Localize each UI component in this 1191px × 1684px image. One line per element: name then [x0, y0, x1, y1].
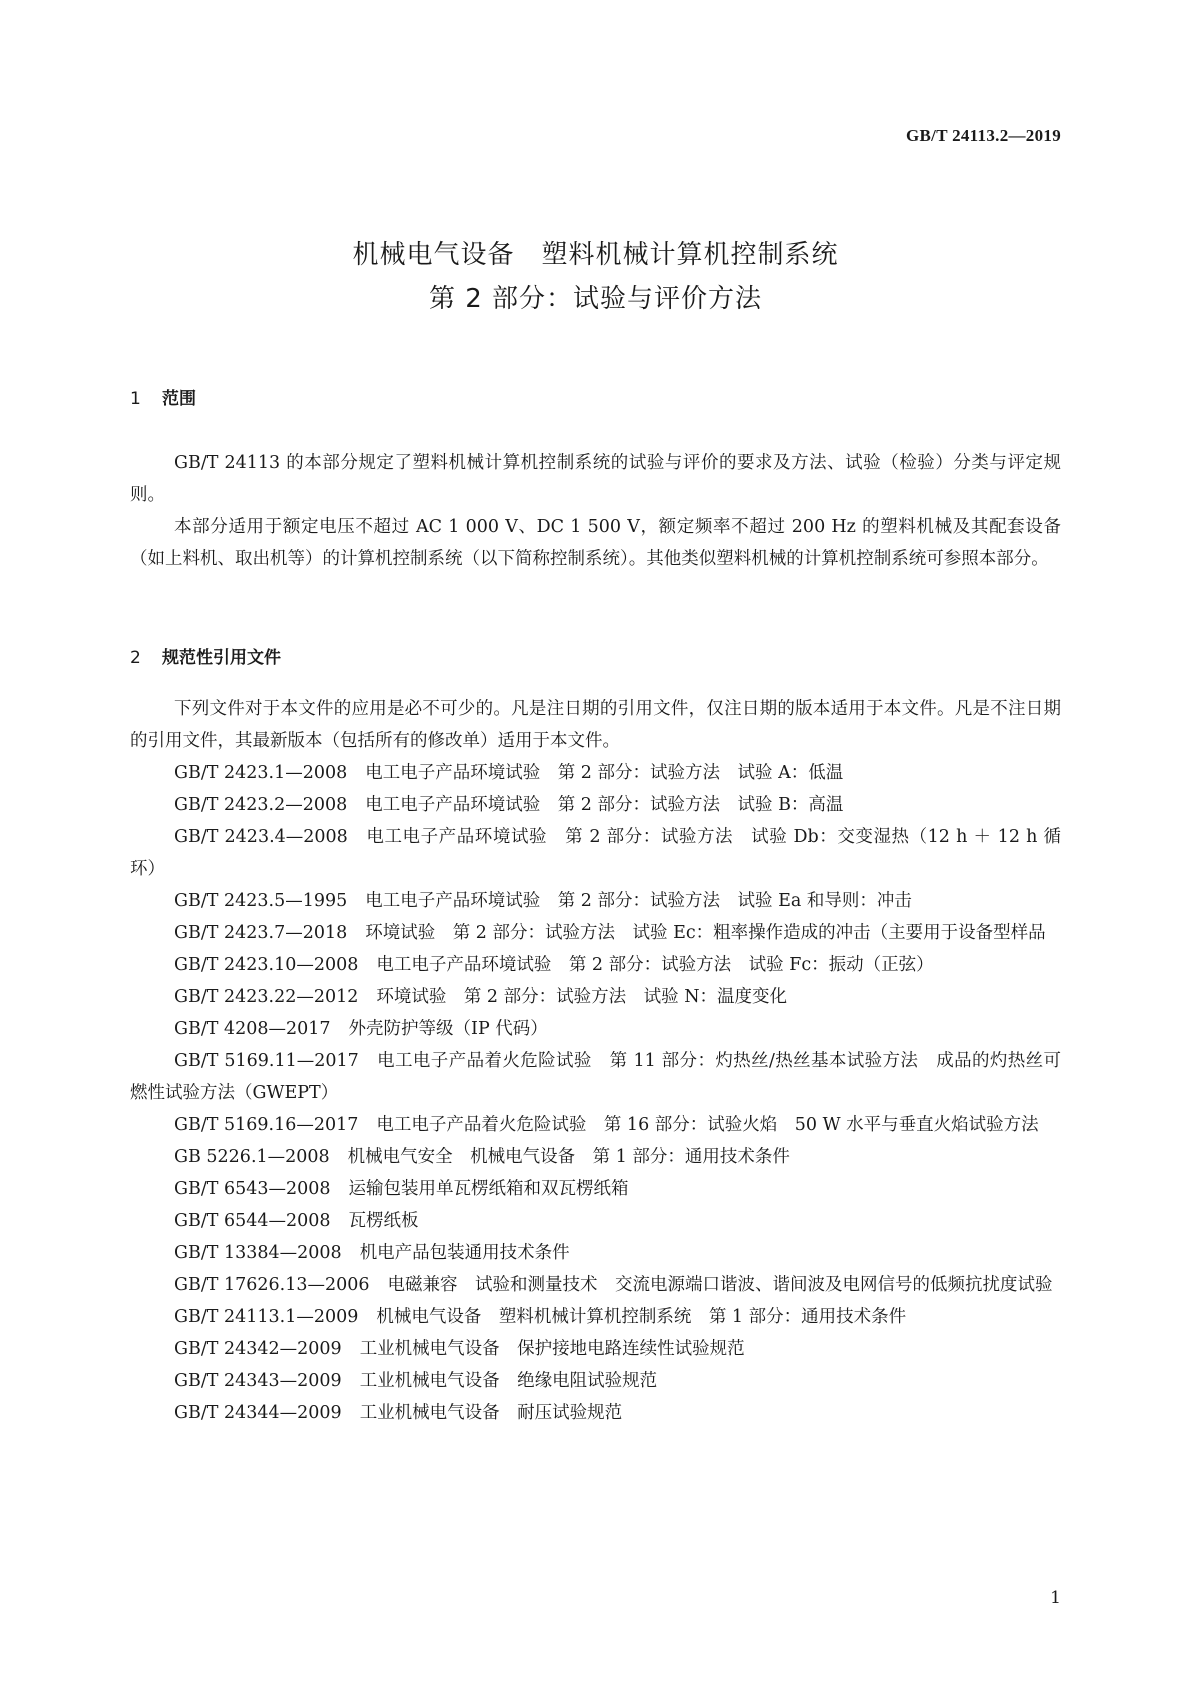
reference-code: GB/T 6543—2008 — [174, 1179, 331, 1199]
reference-code: GB/T 2423.10—2008 — [174, 955, 359, 975]
reference-title: 电工电子产品着火危险试验 第 16 部分：试验火焰 50 W 水平与垂直火焰试验方法 — [376, 1115, 1039, 1135]
section-title: 规范性引用文件 — [162, 648, 281, 668]
section-number: 2 — [130, 648, 141, 668]
reference-title: 环境试验 第 2 部分：试验方法 试验 Ec：粗率操作造成的冲击（主要用于设备型样品 — [365, 923, 1046, 943]
reference-code: GB/T 2423.2—2008 — [174, 795, 348, 815]
reference-title: 电工电子产品着火危险试验 第 11 部分：灼热丝/热丝基本试验方法 成品的灼热丝可燃性试验方法（GWEPT） — [130, 1051, 1061, 1103]
reference-title: 外壳防护等级（IP 代码） — [348, 1019, 548, 1039]
reference-item — [130, 1365, 1061, 1397]
section-heading-scope — [130, 384, 196, 409]
reference-title: 电磁兼容 试验和测量技术 交流电源端口谐波、谐间波及电网信号的低频抗扰度试验 — [387, 1275, 1053, 1295]
reference-item — [130, 1397, 1061, 1429]
reference-item — [130, 917, 1061, 949]
reference-title: 电工电子产品环境试验 第 2 部分：试验方法 试验 Ea 和导则：冲击 — [365, 891, 912, 911]
reference-code: GB/T 13384—2008 — [174, 1243, 342, 1263]
reference-title: 环境试验 第 2 部分：试验方法 试验 N：温度变化 — [376, 987, 788, 1007]
reference-code: GB/T 17626.13—2006 — [174, 1275, 370, 1295]
reference-code: GB/T 2423.7—2018 — [174, 923, 348, 943]
reference-title: 工业机械电气设备 耐压试验规范 — [359, 1403, 623, 1423]
reference-item — [130, 981, 1061, 1013]
reference-code: GB/T 5169.16—2017 — [174, 1115, 359, 1135]
reference-item — [130, 885, 1061, 917]
reference-item — [130, 1333, 1061, 1365]
reference-title: 机电产品包装通用技术条件 — [359, 1243, 570, 1263]
reference-title: 电工电子产品环境试验 第 2 部分：试验方法 试验 B：高温 — [365, 795, 844, 815]
reference-title: 电工电子产品环境试验 第 2 部分：试验方法 试验 A：低温 — [365, 763, 844, 783]
reference-title: 运输包装用单瓦楞纸箱和双瓦楞纸箱 — [348, 1179, 629, 1199]
reference-item — [130, 1237, 1061, 1269]
section-title: 范围 — [162, 389, 196, 409]
section-number: 1 — [130, 389, 141, 409]
reference-code: GB/T 2423.5—1995 — [174, 891, 348, 911]
reference-title: 工业机械电气设备 保护接地电路连续性试验规范 — [359, 1339, 745, 1359]
reference-code: GB/T 2423.1—2008 — [174, 763, 348, 783]
reference-item — [130, 1269, 1061, 1301]
reference-code: GB 5226.1—2008 — [174, 1147, 330, 1167]
reference-code: GB/T 24342—2009 — [174, 1339, 342, 1359]
reference-item — [130, 789, 1061, 821]
reference-item — [130, 1301, 1061, 1333]
page-number: 1 — [1050, 1588, 1061, 1608]
reference-item — [130, 1013, 1061, 1045]
reference-code: GB/T 24113.1—2009 — [174, 1307, 359, 1327]
scope-section-body — [130, 447, 1061, 575]
reference-item — [130, 949, 1061, 981]
reference-code: GB/T 6544—2008 — [174, 1211, 331, 1231]
reference-title: 机械电气安全 机械电气设备 第 1 部分：通用技术条件 — [347, 1147, 790, 1167]
reference-code: GB/T 24343—2009 — [174, 1371, 342, 1391]
standard-code: GB/T 24113.2—2019 — [906, 126, 1061, 145]
reference-item — [130, 1205, 1061, 1237]
scope-paragraph-2: 本部分适用于额定电压不超过 AC 1 000 V、DC 1 500 V，额定频率不超过 200 Hz 的塑料机械及其配套设备（如上料机、取出机等）的计算机控制系统（以下简称控制系统）。其他类似塑料机械的计算机控制系统可参照本部分。 — [130, 517, 1061, 569]
reference-code: GB/T 2423.22—2012 — [174, 987, 359, 1007]
reference-code: GB/T 5169.11—2017 — [174, 1051, 359, 1071]
reference-title: 电工电子产品环境试验 第 2 部分：试验方法 试验 Db：交变湿热（12 h ＋ 12 h 循环） — [130, 827, 1061, 879]
reference-item — [130, 821, 1061, 885]
reference-code: GB/T 4208—2017 — [174, 1019, 331, 1039]
reference-code: GB/T 24344—2009 — [174, 1403, 342, 1423]
reference-code: GB/T 2423.4—2008 — [174, 827, 348, 847]
reference-list — [130, 757, 1061, 1429]
reference-title: 工业机械电气设备 绝缘电阻试验规范 — [359, 1371, 658, 1391]
scope-paragraph-1: GB/T 24113 的本部分规定了塑料机械计算机控制系统的试验与评价的要求及方法、试验（检验）分类与评定规则。 — [130, 453, 1061, 505]
reference-title: 电工电子产品环境试验 第 2 部分：试验方法 试验 Fc：振动（正弦） — [376, 955, 934, 975]
document-title-line2: 第 2 部分：试验与评价方法 — [428, 284, 763, 314]
document-title-line1: 机械电气设备 塑料机械计算机控制系统 — [352, 240, 839, 270]
reference-item — [130, 1141, 1061, 1173]
reference-title: 瓦楞纸板 — [348, 1211, 419, 1231]
reference-item — [130, 1173, 1061, 1205]
references-section-body — [130, 693, 1061, 1429]
section-heading-normative-references — [130, 643, 281, 668]
reference-item — [130, 757, 1061, 789]
reference-item — [130, 1045, 1061, 1109]
reference-item — [130, 1109, 1061, 1141]
reference-title: 机械电气设备 塑料机械计算机控制系统 第 1 部分：通用技术条件 — [376, 1307, 907, 1327]
references-intro: 下列文件对于本文件的应用是必不可少的。凡是注日期的引用文件，仅注日期的版本适用于本文件。凡是不注日期的引用文件，其最新版本（包括所有的修改单）适用于本文件。 — [130, 699, 1061, 751]
